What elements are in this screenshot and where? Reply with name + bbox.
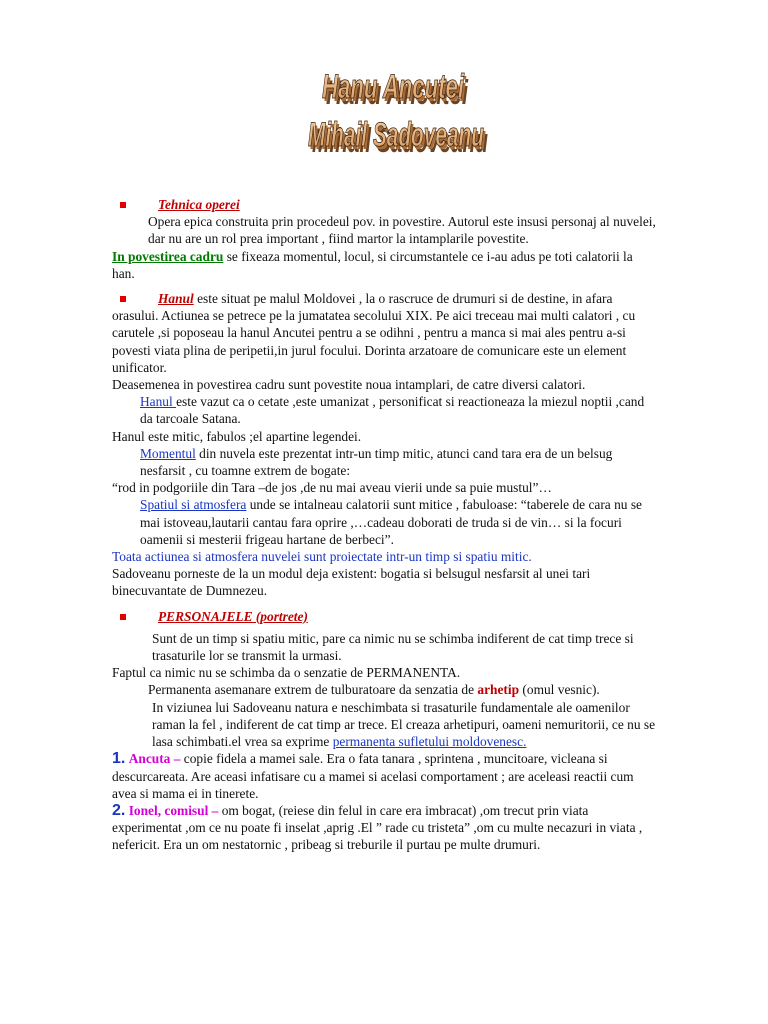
highlight-term: arhetip — [477, 682, 520, 698]
paragraph: Faptul ca nimic nu se schimba da o senzatie de PERMANENTA. — [112, 665, 461, 681]
paragraph: Hanul este vazut ca o cetate ,este umanizat , personificat si reactioneaza la miezul noptii ,cand da tarcoale Satana. — [140, 394, 645, 427]
paragraph-hanul: Hanul este situat pe malul Moldovei , la o rascruce de drumuri si de destine, in afara orasului. Actiunea se petrece pe la jumatatea secolului XIX. Pe aici treceau mai multi calatori , cu carutele ,si poposeau la hanul Ancutei pentru a se odihni , pentru a manca si mai ales pentru a-si povesti viata plina de peripetii,in jurul focului. Dorinta arzatoare de comunicare este un element unificator. — [112, 291, 636, 375]
underlined-term: Momentul — [140, 445, 196, 461]
bullet-icon — [120, 614, 126, 620]
underlined-term: Spatiul si atmosfera — [140, 497, 247, 513]
title-line2-shadow: Mihail Sadoveanu — [312, 122, 489, 160]
list-number: 1. — [112, 750, 126, 768]
paragraph: Opera epica construita prin procedeul pov. in povestire. Autorul este insusi personaj al nuvelei, dar nu are un rol prea important , fiind martor la intamplarile povestite. — [148, 214, 656, 247]
title-line1: Hanu Ancutei — [322, 68, 466, 106]
title-line2: Mihail Sadoveanu — [308, 116, 485, 154]
paragraph: Sunt de un timp si spatiu mitic, pare ca nimic nu se schimba indiferent de cat timp trece si trasaturile lor se transmit la urmasi. — [152, 630, 634, 664]
section-heading-personajele: PERSONAJELE (portrete) — [112, 608, 656, 625]
paragraph: Momentul din nuvela este prezentat intr-un timp mitic, atunci cand tara era de un belsug nesfarsit , cu toamne extrem de bogate: — [140, 445, 613, 479]
paragraph: Sadoveanu porneste de la un modul deja existent: bogatia si belsugul nesfarsit al unei tari binecuvantate de Dumnezeu. — [112, 566, 591, 599]
underlined-term: Hanul — [140, 394, 177, 410]
list-number: 2. — [112, 801, 126, 819]
paragraph: Deasemenea in povestirea cadru sunt povestite noua intamplari, de catre diversi calatori. — [112, 377, 586, 393]
underlined-term: Hanul — [158, 291, 194, 307]
paragraph: Permanenta asemanare extrem de tulburatoare da senzatia de arhetip (omul vesnic). — [148, 682, 600, 698]
list-item-ionel: 2. Ionel, comisul – om bogat, (reiese din felul in care era imbracat) ,om trecut prin viata experimentat ,om ce nu poate fi inselat ,aprig .El ” rade cu tristeta” ,om cu multe necazuri in viata , nefericit. Era un om nestatornic , pribeag si treburile il purtau pe multe drumuri. — [112, 801, 643, 853]
character-name: Ancuta – — [128, 751, 181, 767]
paragraph: In povestirea cadru se fixeaza momentul, locul, si circumstantele ce i-au adus pe toti calatorii la han. — [112, 248, 633, 281]
title-line1-depth: Hanu Ancutei — [324, 71, 468, 109]
paragraph: Hanul este mitic, fabulos ;el apartine legendei. — [112, 428, 362, 444]
character-name: Ionel, comisul – — [128, 802, 219, 818]
list-item-ancuta: 1. Ancuta – copie fidela a mamei sale. Era o fata tanara , sprintena , muncitoare, vicleana si descurcareata. Are aceasi infatisare cu a mamei si acelasi comportament ; are aceleasi reactii cum avea si mama ei in tinerete. — [112, 750, 634, 801]
wordart-title — [300, 56, 500, 168]
paragraph: In viziunea lui Sadoveanu natura e neschimbata si trasaturile fundamentale ale oamenilor raman la fel , indiferent de cat timp ar trece. El creaza arhetipuri, oameni nemuritorii, ce nu se lasa schimbati.el vrea sa exprime permanenta sufletului moldovenesc. — [152, 699, 656, 750]
bullet-icon — [120, 202, 126, 208]
bullet-icon — [120, 296, 126, 302]
underlined-term: permanenta sufletului moldovenesc. — [332, 734, 527, 750]
quote: “rod in podgoriile din Tara –de jos ,de nu mai aveau vierii unde sa puie mustul”… — [112, 480, 552, 496]
paragraph-highlight: Toata actiunea si atmosfera nuvelei sunt proiectate intr-un timp si spatiu mitic. — [112, 549, 532, 565]
section-heading-tehnica: Tehnica operei — [112, 196, 656, 213]
title-line1-shadow: Hanu Ancutei — [326, 74, 470, 112]
underlined-term: In povestirea cadru — [112, 248, 224, 264]
document-body — [112, 196, 656, 854]
title-line2-depth: Mihail Sadoveanu — [310, 119, 487, 157]
paragraph: Spatiul si atmosfera unde se intalneau calatorii sunt mitice , fabuloase: “taberele de cara nu se mai istoveau,lautarii cantau fara oprire ,…cadeau doborati de truda si de vin… si la focuri oamenii si mesterii frigeau hartane de berbeci”. — [140, 497, 642, 547]
